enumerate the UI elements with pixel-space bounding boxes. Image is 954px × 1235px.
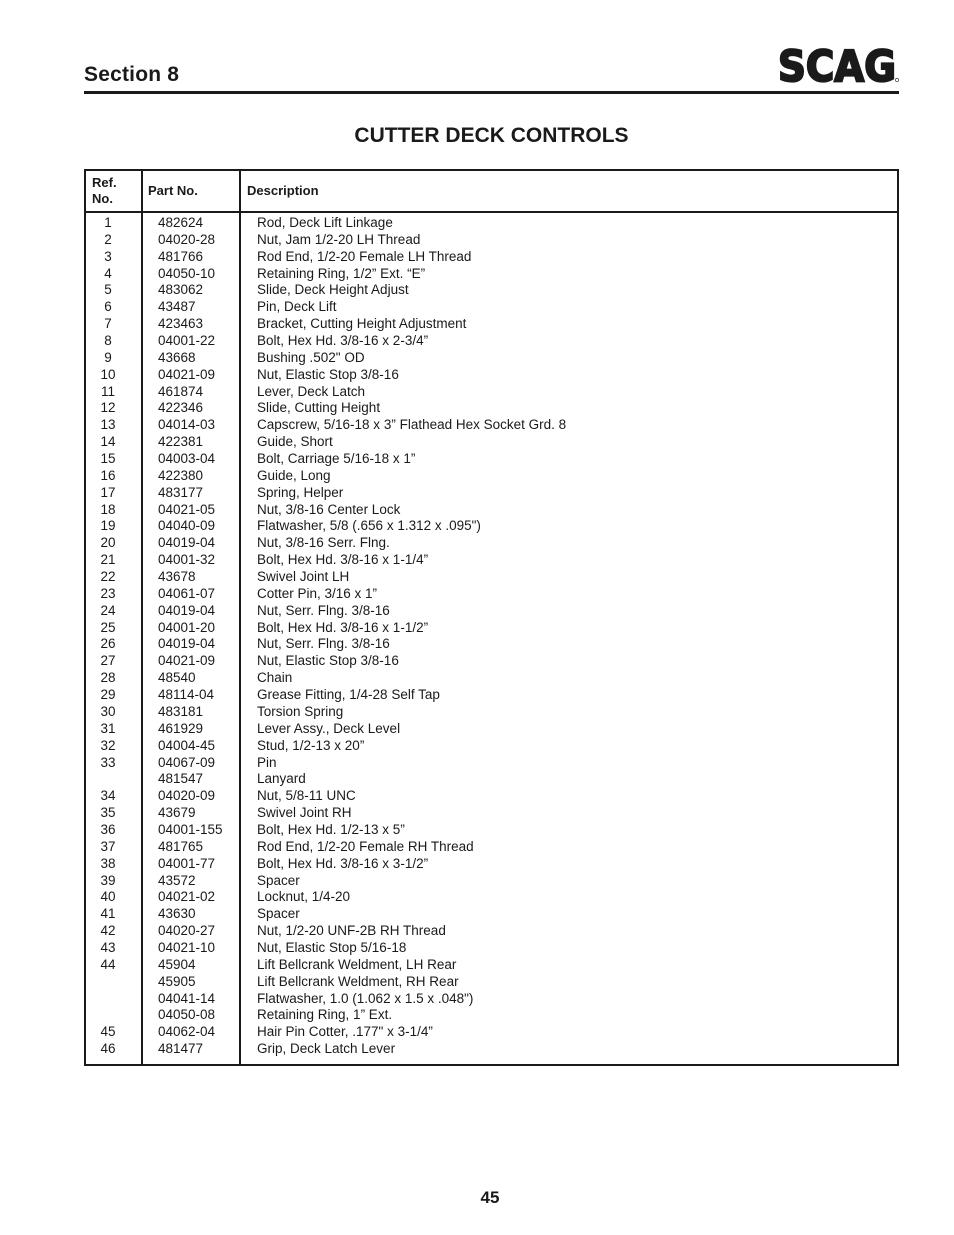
header-part-no: Part No. [148,183,198,198]
table-row [86,704,897,721]
ref-no-cell: 9 [104,349,112,365]
part-no-cell: 43678 [158,569,196,585]
description-cell: Guide, Short [257,434,333,450]
page-number: 45 [480,1188,500,1207]
table-row [86,586,897,603]
part-no-cell: 483181 [158,703,204,719]
part-no-cell: 483177 [158,484,204,500]
description-cell: Bushing .502" OD [257,349,365,365]
description-cell: Bolt, Hex Hd. 1/2-13 x 5” [257,821,405,837]
part-no-cell: 04020-28 [158,231,216,247]
table-row [86,434,897,451]
table-row [86,721,897,738]
description-cell: Nut, 5/8-11 UNC [257,788,356,804]
table-row [86,805,897,822]
part-no-cell: 04001-20 [158,619,216,635]
ref-no-cell: 31 [100,720,116,736]
part-no-cell: 48114-04 [158,687,215,703]
ref-no-cell: 14 [100,434,116,450]
ref-no-cell: 8 [104,333,112,349]
part-no-cell: 04050-10 [158,265,216,281]
description-cell: Bolt, Carriage 5/16-18 x 1” [257,451,416,467]
scag-logo [778,44,900,86]
table-row [86,569,897,586]
part-no-cell: 422381 [158,434,204,450]
description-cell: Grease Fitting, 1/4-28 Self Tap [257,687,440,703]
ref-no-cell: 7 [104,316,112,332]
part-no-cell: 43668 [158,349,196,365]
description-cell: Torsion Spring [257,703,344,719]
header-rule [84,91,899,94]
part-no-cell: 04041-14 [158,990,216,1006]
part-no-cell: 04004-45 [158,737,216,753]
description-cell: Bolt, Hex Hd. 3/8-16 x 1-1/4” [257,552,429,568]
description-cell: Retaining Ring, 1” Ext. [257,1007,393,1023]
table-row [86,518,897,535]
ref-no-cell: 29 [100,687,116,703]
description-cell: Rod End, 1/2-20 Female LH Thread [257,248,472,264]
table-row [86,384,897,401]
part-no-cell: 483062 [158,282,204,298]
table-row [86,232,897,249]
table-row [86,485,897,502]
ref-no-cell: 6 [104,299,112,315]
description-cell: Grip, Deck Latch Lever [257,1041,396,1057]
description-cell: Nut, Serr. Flng. 3/8-16 [257,602,390,618]
table-row [86,940,897,957]
table-row [86,636,897,653]
part-no-cell: 04014-03 [158,417,216,433]
part-no-cell: 482624 [158,215,204,230]
header-ref-no [92,171,140,211]
part-no-cell: 481765 [158,838,204,854]
part-no-cell: 43487 [158,299,196,315]
part-no-cell: 04062-04 [158,1024,216,1040]
part-no-cell: 461929 [158,720,204,736]
table-row [86,974,897,991]
table-row [86,653,897,670]
ref-no-cell: 45 [100,1024,116,1040]
table-row [86,502,897,519]
ref-no-cell: 20 [100,535,116,551]
description-cell: Guide, Long [257,467,331,483]
table-body [86,215,897,1058]
table-row [86,451,897,468]
ref-no-cell: 19 [100,518,116,534]
parts-table [84,169,899,1066]
table-row [86,738,897,755]
description-cell: Flatwasher, 1.0 (1.062 x 1.5 x .048") [257,990,474,1006]
ref-no-cell: 44 [100,956,116,972]
table-row [86,316,897,333]
part-no-cell: 04001-155 [158,821,223,837]
table-row [86,1007,897,1024]
description-cell: Pin [257,754,277,770]
table-row [86,856,897,873]
part-no-cell: 45905 [158,973,196,989]
part-no-cell: 461874 [158,383,204,399]
ref-no-cell: 33 [100,754,116,770]
description-cell: Lever, Deck Latch [257,383,366,399]
table-row [86,535,897,552]
table-row [86,333,897,350]
ref-no-cell: 38 [100,855,116,871]
table-row [86,687,897,704]
part-no-cell: 481477 [158,1041,204,1057]
part-no-cell: 04021-10 [158,939,216,955]
ref-no-cell: 42 [100,923,116,939]
table-row [86,873,897,890]
description-cell: Lanyard [257,771,306,787]
part-no-cell: 04061-07 [158,585,216,601]
description-cell: Spacer [257,872,300,888]
part-no-cell: 422346 [158,400,204,416]
description-cell: Bolt, Hex Hd. 3/8-16 x 3-1/2” [257,855,429,871]
table-row [86,620,897,637]
header-description: Description [247,183,319,198]
description-cell: Spacer [257,906,300,922]
description-cell: Nut, Elastic Stop 3/8-16 [257,653,399,669]
table-row [86,755,897,772]
ref-no-cell: 23 [100,585,116,601]
ref-no-cell: 24 [100,602,116,618]
part-no-cell: 04021-02 [158,889,216,905]
description-cell: Capscrew, 5/16-18 x 3” Flathead Hex Socket Grd. 8 [257,417,567,433]
table-row [86,367,897,384]
ref-no-cell: 34 [100,788,116,804]
table-row [86,822,897,839]
description-cell: Nut, Serr. Flng. 3/8-16 [257,636,390,652]
ref-no-cell: 46 [100,1041,116,1057]
description-cell: Nut, Elastic Stop 5/16-18 [257,939,407,955]
description-cell: Nut, 3/8-16 Center Lock [257,501,401,517]
part-no-cell: 48540 [158,670,196,686]
ref-no-cell: 2 [104,231,112,247]
part-no-cell: 423463 [158,316,204,332]
table-row [86,839,897,856]
description-cell: Slide, Deck Height Adjust [257,282,409,298]
table-row [86,266,897,283]
header-ref-line2: No. [92,191,113,206]
part-no-cell: 43572 [158,872,196,888]
ref-no-cell: 40 [100,889,116,905]
page-title: CUTTER DECK CONTROLS [354,124,629,147]
table-row [86,350,897,367]
table-row [86,603,897,620]
ref-no-cell: 39 [100,872,116,888]
table-row [86,282,897,299]
ref-no-cell: 32 [100,737,116,753]
ref-no-cell: 3 [104,248,112,264]
description-cell: Lift Bellcrank Weldment, LH Rear [257,956,457,972]
ref-no-cell: 4 [104,265,112,281]
part-no-cell: 04020-09 [158,788,216,804]
part-no-cell: 04019-04 [158,535,216,551]
ref-no-cell: 5 [104,282,112,298]
ref-no-cell: 37 [100,838,116,854]
description-cell: Rod End, 1/2-20 Female RH Thread [257,838,474,854]
description-cell: Bolt, Hex Hd. 3/8-16 x 1-1/2” [257,619,429,635]
part-no-cell: 43679 [158,805,196,821]
ref-no-cell: 30 [100,703,116,719]
description-cell: Swivel Joint RH [257,805,352,821]
description-cell: Hair Pin Cotter, .177" x 3-1/4” [257,1024,433,1040]
ref-no-cell: 35 [100,805,116,821]
ref-no-cell: 27 [100,653,116,669]
section-title: Section 8 [84,63,180,86]
ref-no-cell: 43 [100,939,116,955]
part-no-cell: 422380 [158,467,204,483]
part-no-cell: 04021-09 [158,366,216,382]
description-cell: Nut, 1/2-20 UNF-2B RH Thread [257,923,446,939]
part-no-cell: 04001-77 [158,855,216,871]
table-row [86,906,897,923]
description-cell: Pin, Deck Lift [257,299,337,315]
table-row [86,991,897,1008]
table-row [86,957,897,974]
table-row [86,400,897,417]
description-cell: Retaining Ring, 1/2” Ext. “E” [257,265,426,281]
table-row [86,417,897,434]
table-header [86,171,897,213]
ref-no-cell: 15 [100,451,116,467]
ref-no-cell: 16 [100,467,116,483]
ref-no-cell: 1 [104,215,112,230]
description-cell: Spring, Helper [257,484,344,500]
part-no-cell: 43630 [158,906,196,922]
table-row [86,788,897,805]
table-row [86,468,897,485]
description-cell: Swivel Joint LH [257,569,350,585]
ref-no-cell: 13 [100,417,116,433]
description-cell: Slide, Cutting Height [257,400,381,416]
part-no-cell: 04021-05 [158,501,216,517]
ref-no-cell: 17 [100,484,116,500]
description-cell: Chain [257,670,293,686]
description-cell: Stud, 1/2-13 x 20” [257,737,365,753]
description-cell: Rod, Deck Lift Linkage [257,215,393,230]
table-row [86,249,897,266]
table-row [86,299,897,316]
ref-no-cell: 28 [100,670,116,686]
ref-no-cell: 11 [100,383,115,399]
description-cell: Bolt, Hex Hd. 3/8-16 x 2-3/4” [257,333,429,349]
description-cell: Locknut, 1/4-20 [257,889,351,905]
part-no-cell: 04021-09 [158,653,216,669]
description-cell: Nut, Elastic Stop 3/8-16 [257,366,399,382]
description-cell: Cotter Pin, 3/16 x 1” [257,585,378,601]
description-cell: Nut, 3/8-16 Serr. Flng. [257,535,390,551]
ref-no-cell: 36 [100,821,116,837]
table-row [86,1024,897,1041]
description-cell: Lift Bellcrank Weldment, RH Rear [257,973,459,989]
part-no-cell: 04019-04 [158,602,216,618]
part-no-cell: 04067-09 [158,754,216,770]
part-no-cell: 04040-09 [158,518,216,534]
ref-no-cell: 41 [100,906,116,922]
table-row [86,670,897,687]
ref-no-cell: 26 [100,636,116,652]
ref-no-cell: 12 [100,400,116,416]
ref-no-cell: 22 [100,569,116,585]
part-no-cell: 04001-22 [158,333,216,349]
table-row [86,889,897,906]
ref-no-cell: 25 [100,619,116,635]
ref-no-cell: 21 [100,552,116,568]
part-no-cell: 481547 [158,771,204,787]
table-row [86,215,897,232]
part-no-cell: 45904 [158,956,196,972]
part-no-cell: 04003-04 [158,451,216,467]
description-cell: Flatwasher, 5/8 (.656 x 1.312 x .095") [257,518,481,534]
description-cell: Lever Assy., Deck Level [257,720,401,736]
table-row [86,923,897,940]
part-no-cell: 04019-04 [158,636,216,652]
description-cell: Bracket, Cutting Height Adjustment [257,316,467,332]
ref-no-cell: 18 [100,501,116,517]
table-row [86,1041,897,1058]
ref-no-cell: 10 [100,366,116,382]
part-no-cell: 481766 [158,248,204,264]
part-no-cell: 04001-32 [158,552,216,568]
table-row [86,552,897,569]
table-row [86,771,897,788]
logo-wordmark: SCAG [778,44,896,86]
header-ref-line1: Ref. [92,175,117,190]
part-no-cell: 04050-08 [158,1007,216,1023]
part-no-cell: 04020-27 [158,923,216,939]
description-cell: Nut, Jam 1/2-20 LH Thread [257,231,421,247]
